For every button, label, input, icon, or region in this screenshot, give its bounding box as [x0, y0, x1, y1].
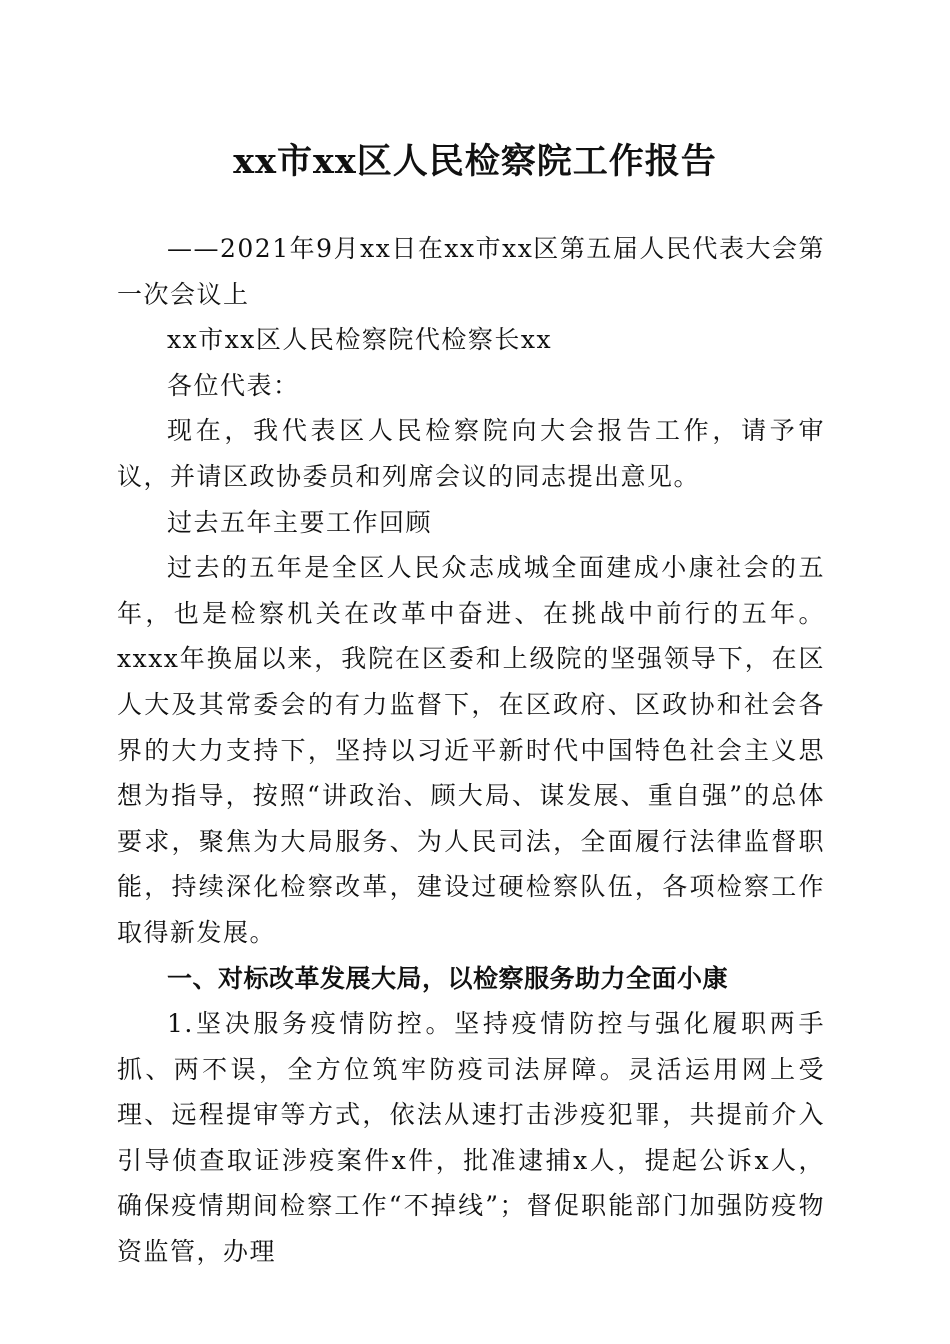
item-paragraph-1: 1.坚决服务疫情防控。坚持疫情防控与强化履职两手抓、两不误，全方位筑牢防疫司法屏障。灵活运用网上受理、远程提审等方式，依法从速打击涉疫犯罪，共提前介入引导侦查取证涉疫案件x件，批准逮捕x人，提起公诉x人，确保疫情期间检察工作“不掉线”；督促职能部门加强防疫物资监管，办理: [117, 1009, 825, 1267]
meeting-subtitle: ——2021年9月xx日在xx市xx区第五届人民代表大会第一次会议上: [117, 234, 825, 309]
salutation: 各位代表：: [167, 370, 300, 400]
document-title: xx市xx区人民检察院工作报告: [233, 141, 717, 182]
opening-paragraph: 现在，我代表区人民检察院向大会报告工作，请予审议，并请区政协委员和列席会议的同志提出意见。: [117, 416, 825, 491]
author-line: xx市xx区人民检察院代检察长xx: [167, 325, 553, 355]
document-body: [117, 226, 825, 1275]
section-title-review: 过去五年主要工作回顾: [167, 507, 433, 537]
section-heading-1: 一、对标改革发展大局，以检察服务助力全面小康: [167, 963, 729, 993]
review-paragraph: 过去的五年是全区人民众志成城全面建成小康社会的五年，也是检察机关在改革中奋进、在挑战中前行的五年。xxxx年换届以来，我院在区委和上级院的坚强领导下，在区人大及其常委会的有力监督下，在区政府、区政协和社会各界的大力支持下，坚持以习近平新时代中国特色社会主义思想为指导，按照“讲政治、顾大局、谋发展、重自强”的总体要求，聚焦为大局服务、为人民司法，全面履行法律监督职能，持续深化检察改革，建设过硬检察队伍，各项检察工作取得新发展。: [117, 553, 825, 947]
